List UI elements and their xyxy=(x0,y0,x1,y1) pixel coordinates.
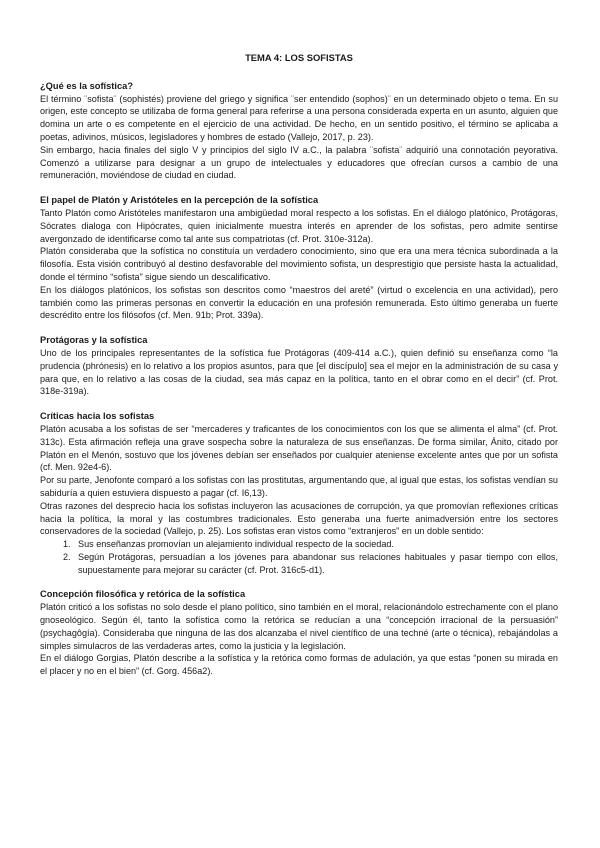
paragraph: En los diálogos platónicos, los sofistas son descritos como “maestros del areté” (virtud o excelencia en una actividad), pero también como las primeras personas en convertir la educación en una profesión remunerada. Esto último generaba un fuerte descrédito entre los filósofos (cf. Men. 91b; Prot. 339a). xyxy=(40,284,558,321)
paragraph: El término ¨sofista¨ (sophistés) proviene del griego y significa ¨ser entendido (sophos)¨ en un determinado objeto o tema. En su origen, este concepto se utilizaba de forma general para referirse a una persona considerada experta en un asunto, alguien que domina un arte o es competente en el ejercicio de una actividad. De hecho, en un sentido positivo, el término se aplicaba a poetas, adivinos, músicos, legisladores y hombres de estado (Vallejo, 2017, p. 23). xyxy=(40,93,558,142)
section-heading: Protágoras y la sofística xyxy=(40,335,148,346)
numbered-list xyxy=(40,538,558,576)
section-heading: Concepción filosófica y retórica de la sofística xyxy=(40,589,246,600)
paragraph: En el diálogo Gorgias, Platón describe a la sofística y la retórica como formas de adulación, ya que estas “ponen su mirada en el placer y no en el bien” (cf. Gorg. 456a2). xyxy=(40,653,558,677)
list-number: 2. xyxy=(63,551,71,562)
paragraph: Platón acusaba a los sofistas de ser “mercaderes y traficantes de los conocimientos con los que se alimenta el alma” (cf. Prot. 313c). Esta afirmación refleja una grave sospecha sobre la naturaleza de sus enseñanzas. De forma similar, Ánito, citado por Platón en el Menón, sostuvo que los jóvenes debían ser enseñados por cualquier ateniense excelente antes que por un sofista (cf. Men. 92e4-6). xyxy=(40,423,558,473)
list-number: 1. xyxy=(63,539,71,550)
document-page xyxy=(40,52,558,690)
section-criticas xyxy=(40,410,558,576)
page-title: TEMA 4: LOS SOFISTAS xyxy=(245,52,353,63)
paragraph: Platón consideraba que la sofística no constituía un verdadero conocimiento, sino que era una mera técnica subordinada a la filosofía. Esta visión contribuyó al destino desfavorable del movimiento sofista, un desprestigio que persiste hasta la actualidad, donde el término “sofista” sigue siendo un descalificativo. xyxy=(40,246,558,282)
paragraph: Platón criticó a los sofistas no solo desde el plano político, sino también en el moral, relacionándolo estrechamente con el plano gnoseológico. Según él, tanto la sofística como la retórica se reducían a una “concepción irracional de la persuasión” (psychagôgía). Consideraba que ninguna de las dos alcanzaba el nivel científico de una techné (arte o técnica), rebajándolas a simples simulacros de las verdaderas artes, como la justicia y la legislación. xyxy=(40,602,558,651)
section-heading: El papel de Platón y Aristóteles en la percepción de la sofística xyxy=(40,195,319,206)
section-heading: ¿Qué es la sofística? xyxy=(40,80,134,91)
list-item xyxy=(63,538,558,551)
list-item-text: Según Protágoras, persuadían a los jóvenes para abandonar sus relaciones habituales y pasar tiempo con ellos, supuestamente para mejorar su carácter (cf. Prot. 316c5-d1). xyxy=(78,551,558,575)
section-protagoras xyxy=(40,334,558,398)
list-item xyxy=(63,551,558,577)
paragraph: Por su parte, Jenofonte comparó a los sofistas con las prostitutas, argumentando que, al igual que estas, los sofistas vendían su sabiduría a quien estuviera dispuesto a pagar (cf. I6,13). xyxy=(40,475,558,498)
paragraph: Tanto Platón como Aristóteles manifestaron una ambigüedad moral respecto a los sofistas. En el diálogo platónico, Protágoras, Sócrates dialoga con Hipócrates, quien inicialmente muestra interés en aprender de los sofistas, pero admite sentirse avergonzado de identificarse como tal ante sus compatriotas (cf. Prot. 310e-312a). xyxy=(40,207,558,244)
section-platon-aristoteles xyxy=(40,194,558,322)
section-heading: Críticas hacia los sofistas xyxy=(40,411,155,422)
list-item-text: Sus enseñanzas promovían un alejamiento individual respecto de la sociedad. xyxy=(78,539,394,550)
paragraph: Otras razones del desprecio hacia los sofistas incluyeron las acusaciones de corrupción, ya que promovían reflexiones críticas hacia la política, la moral y las costumbres tradicionales. Esto generaba una fuerte animadversión entre los sectores conservadores de la sociedad (Vallejo, p. 25). Los sofistas eran vistos como “extranjeros” en un doble sentido: xyxy=(40,500,558,537)
section-que-es-la-sofistica xyxy=(40,80,558,182)
section-concepcion-filosofica xyxy=(40,588,558,678)
paragraph: Uno de los principales representantes de la sofística fue Protágoras (409-414 a.C.), quien definió su enseñanza como “la prudencia (phrónesis) en lo relativo a los propios asuntos, para que [el discípulo] sea el mejor en la administración de su casa y para que, en lo relativo a las cosas de la ciudad, sea más capaz en la política, tanto en el obrar como en el decir” (cf. Prot. 318e-319a). xyxy=(40,347,558,397)
paragraph: Sin embargo, hacia finales del siglo V y principios del siglo IV a.C., la palabra ¨sofista¨ adquirió una connotación peyorativa. Comenzó a utilizarse para designar a un grupo de intelectuales y educadores que ofrecían cursos a cambio de una remuneración, moviéndose de ciudad en ciudad. xyxy=(40,144,558,181)
